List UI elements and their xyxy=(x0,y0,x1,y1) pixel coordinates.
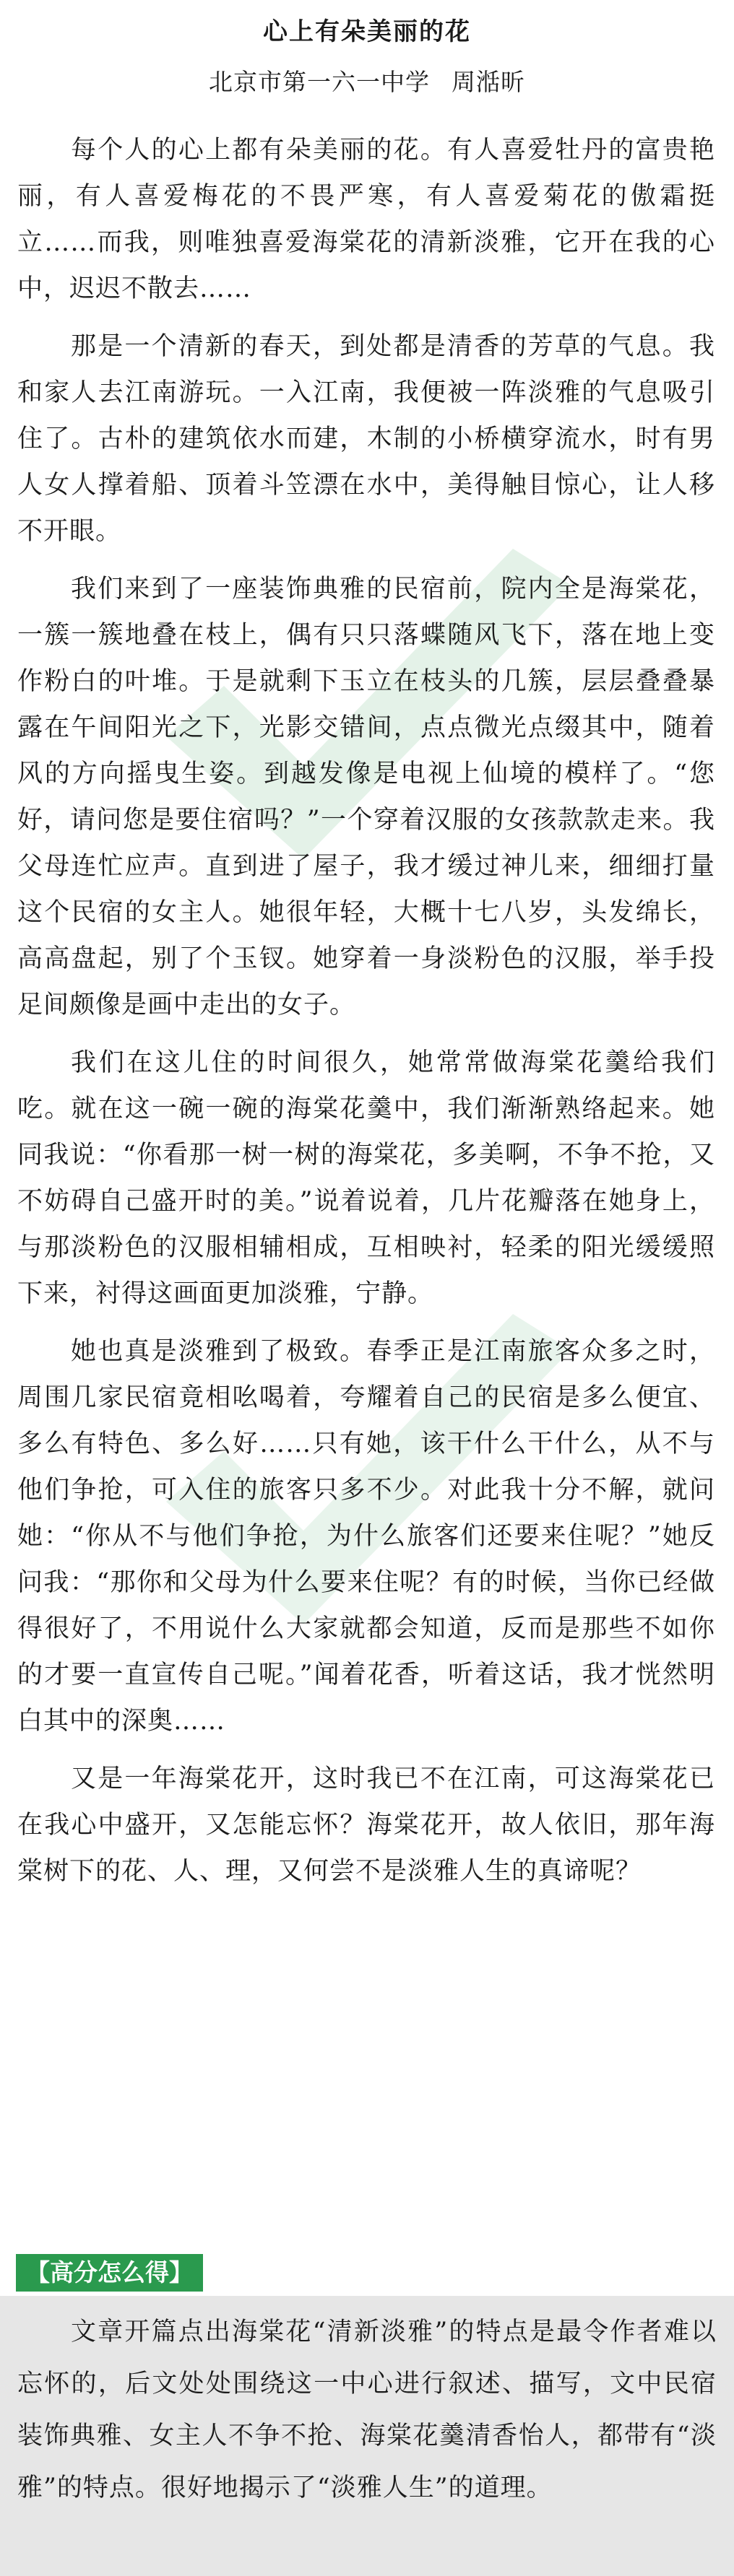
paragraph-6: 又是一年海棠花开，这时我已不在江南，可这海棠花已在我心中盛开，又怎能忘怀？海棠花开，故人依旧，那年海棠树下的花、人、理，又何尝不是淡雅人生的真谛呢？ xyxy=(17,1765,715,1886)
paragraph-5: 她也真是淡雅到了极致。春季正是江南旅客众多之时，周围几家民宿竟相吆喝着，夸耀着自己的民宿是多么便宜、多么有特色、多么好……只有她，该干什么干什么，从不与他们争抢，可入住的旅客只多不少。对此我十分不解，就问她：“你从不与他们争抢，为什么旅客们还要来住呢？”她反问我：“那你和父母为什么要来住呢？有的时候，当你已经做得很好了，不用说什么大家就都会知道，反而是那些不如你的才要一直宣传自己呢。”闻着花香，听着这话，我才恍然明白其中的深奥…… xyxy=(17,1337,715,1736)
tip-header: 【高分怎么得】 xyxy=(16,2254,203,2292)
tip-box xyxy=(0,2296,734,2576)
tip-text: 文章开篇点出海棠花“清新淡雅”的特点是最令作者难以忘怀的，后文处处围绕这一中心进行叙述、描写，文中民宿装饰典雅、女主人不争不抢、海棠花羹清香怡人，都带有“淡雅”的特点。很好地揭示了“淡雅人生”的道理。 xyxy=(17,2318,717,2502)
author-name: 周湉昕 xyxy=(452,68,525,96)
article-title: 心上有朵美丽的花 xyxy=(263,17,471,46)
article-body xyxy=(17,127,715,1894)
paragraph-2: 那是一个清新的春天，到处都是清香的芳草的气息。我和家人去江南游玩。一入江南，我便被一阵淡雅的气息吸引住了。古朴的建筑依水而建，木制的小桥横穿流水，时有男人女人撑着船、顶着斗笠漂在水中，美得触目惊心，让人移不开眼。 xyxy=(17,332,715,546)
paragraph-3: 我们来到了一座装饰典雅的民宿前，院内全是海棠花，一簇一簇地叠在枝上，偶有只只落蝶随风飞下，落在地上变作粉白的叶堆。于是就剩下玉立在枝头的几簇，层层叠叠暴露在午间阳光之下，光影交错间，点点微光点缀其中，随着风的方向摇曳生姿。到越发像是电视上仙境的模样了。“您好，请问您是要住宿吗？”一个穿着汉服的女孩款款走来。我父母连忙应声。直到进了屋子，我才缓过神儿来，细细打量这个民宿的女主人。她很年轻，大概十七八岁，头发绵长，高高盘起，别了个玉钗。她穿着一身淡粉色的汉服，举手投足间颇像是画中走出的女子。 xyxy=(17,575,715,1019)
paragraph-4: 我们在这儿住的时间很久，她常常做海棠花羹给我们吃。就在这一碗一碗的海棠花羹中，我们渐渐熟络起来。她同我说：“你看那一树一树的海棠花，多美啊，不争不抢，又不妨碍自己盛开时的美。”说着说着，几片花瓣落在她身上，与那淡粉色的汉服相辅相成，互相映衬，轻柔的阳光缓缓照下来，衬得这画面更加淡雅，宁静。 xyxy=(17,1048,715,1308)
article-byline xyxy=(0,66,734,98)
paragraph-1: 每个人的心上都有朵美丽的花。有人喜爱牡丹的富贵艳丽，有人喜爱梅花的不畏严寒，有人喜爱菊花的傲霜挺立……而我，则唯独喜爱海棠花的清新淡雅，它开在我的心中，迟迟不散去…… xyxy=(17,136,715,303)
author-school: 北京市第一六一中学 xyxy=(209,68,430,96)
